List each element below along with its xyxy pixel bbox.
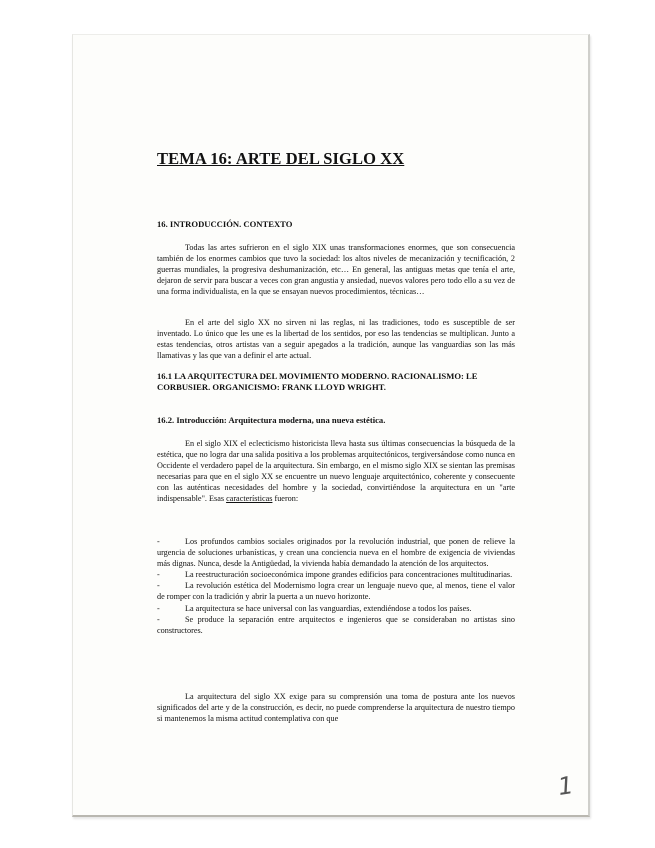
list-item: - La arquitectura se hace universal con las vanguardias, extendiéndose a todos los países. xyxy=(157,603,472,613)
section-heading-arquitectura-moderna: 16.2. Introducción: Arquitectura moderna, una nueva estética. xyxy=(157,415,386,425)
bullet-dash: - xyxy=(157,581,160,591)
list-item: - Los profundos cambios sociales originados por la revolución industrial, que ponen de relieve la urgencia de soluciones urbanísticas, y crean una conciencia nueva en el hombre de exigencia de viviendas más dignas. Nunca, desde la Antigüedad, la vivienda había demandado la atención de los arquitectos. xyxy=(157,537,515,569)
paragraph-arquitectura-intro xyxy=(157,438,515,505)
bullet-dash: - xyxy=(157,603,160,613)
bullet-dash: - xyxy=(157,537,160,546)
bullet-dash: - xyxy=(157,614,160,624)
intro-text: En el siglo XIX el eclecticismo historicista lleva hasta sus últimas consecuencias la búsqueda de la estética, que no logra dar una salida positiva a los problemas arquitectónicos, tergiversándose como nunca en Occidente el verdadero papel de la arquitectura. Sin embargo, en el mismo siglo XIX se sientan las premisas necesarias para que en el siglo XX se encuentre un nuevo lenguaje arquitectónico, coherente y consecuente con las auténticas necesidades del hombre y la sociedad, convirtiéndose la arquitectura en un "arte indispensable". Esas xyxy=(157,439,515,504)
page-title: TEMA 16: ARTE DEL SIGLO XX xyxy=(157,149,405,168)
characteristics-list xyxy=(157,536,515,636)
section-heading-introduccion: 16. INTRODUCCIÓN. CONTEXTO xyxy=(157,219,293,229)
page-number: 1 xyxy=(556,771,576,801)
bullet-dash: - xyxy=(157,570,160,580)
list-item: - La reestructuración socioeconómica impone grandes edificios para concentraciones multitudinarias. xyxy=(157,570,513,580)
paragraph-intro-1: Todas las artes sufrieron en el siglo XIX unas transformaciones enormes, que son consecuencia también de los enormes cambios que tuvo la sociedad: los altos niveles de mecanización y tecnificación, 2 guerras mundiales, la progresiva deshumanización, etc… En general, las antiguas metas que tenía el arte, dejaron de servir para buscar a veces con gran angustia y ansiedad, nuevos valores pero todo ello a su vez de una forma individualista, en la que se ensayan nuevos procedimientos, técnicas… xyxy=(157,243,515,297)
intro-text-end: fueron: xyxy=(272,494,299,504)
list-item: - La revolución estética del Modernismo logra crear un lenguaje nuevo que, al menos, tiene el valor de romper con la tradición y abrir la puerta a un nuevo horizonte. xyxy=(157,581,515,602)
paragraph-closing: La arquitectura del siglo XX exige para su comprensión una toma de postura ante los nuevos significados del arte y de la construcción, es decir, no puede comprenderse la arquitectura de nuestro tiempo si mantenemos la misma actitud contemplativa con que xyxy=(157,692,515,724)
paragraph-intro-2: En el arte del siglo XX no sirven ni las reglas, ni las tradiciones, todo es susceptible de ser inventado. Lo único que les une es la libertad de los sentidos, por eso las tendencias se multiplican. Junto a estas tendencias, otros artistas van a seguir apegados a la tradición, aunque las vanguardias son las más llamativas y las que van a definir el arte actual. xyxy=(157,318,515,361)
list-item: - Se produce la separación entre arquitectos e ingenieros que se consideraban no artistas sino constructores. xyxy=(157,614,515,635)
document-page xyxy=(72,34,590,817)
section-heading-arquitectura: 16.1 LA ARQUITECTURA DEL MOVIMIENTO MODERNO. RACIONALISMO: LE CORBUSIER. ORGANICISMO: FRANK LLOYD WRIGHT. xyxy=(157,371,478,393)
caracteristicas-underlined: características xyxy=(226,494,273,504)
